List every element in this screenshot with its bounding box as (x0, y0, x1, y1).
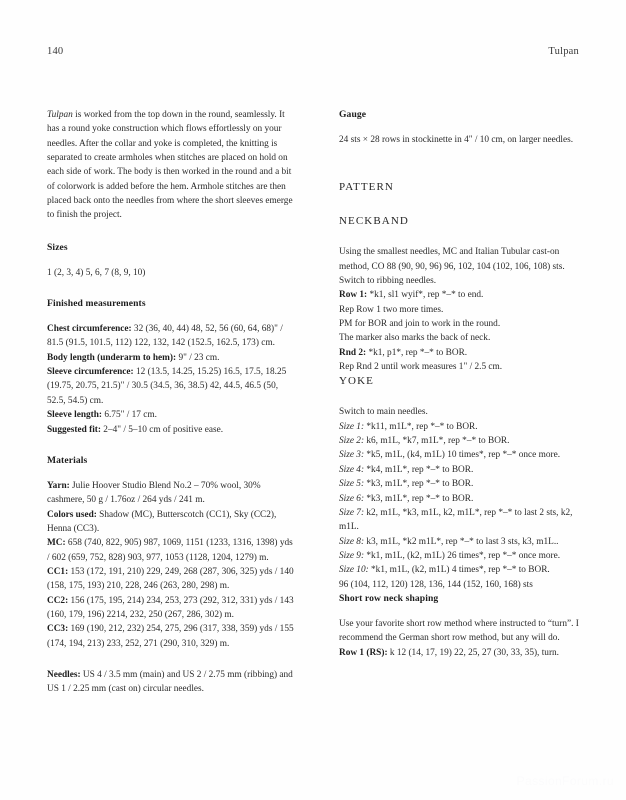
measurement-item (47, 408, 295, 422)
size-value: *k11, m1L*, rep *–* to BOR. (364, 421, 478, 432)
measurement-item (47, 423, 295, 437)
material-item (47, 622, 295, 651)
yoke-size-line (339, 563, 589, 577)
neckband-instructions (339, 245, 589, 374)
short-row-body: Use your favorite short row method where instructed to “turn”. I recommend the German short row method, but any will do. (339, 618, 579, 644)
yoke-size-line (339, 434, 589, 448)
yoke-stitch-count: 96 (104, 112, 120) 128, 136, 144 (152, 160, 168) sts (339, 579, 533, 590)
size-label: Size 2: (339, 436, 365, 447)
material-value: Julie Hoover Studio Blend No.2 – 70% wool, 30% cashmere, 50 g / 1.76oz / 264 yds / 241 m. (47, 480, 261, 506)
yoke-size-line (339, 492, 589, 506)
size-value: *k4, m1L*, rep *–* to BOR. (364, 464, 474, 475)
running-head (47, 46, 579, 62)
size-value: k3, m1L, *k2 m1L*, rep *–* to last 3 sts, k3, m1L.. (364, 536, 559, 547)
two-column-body (47, 108, 584, 760)
size-label: Size 10: (339, 565, 369, 576)
material-label: CC3: (47, 624, 69, 635)
yoke-size-line (339, 549, 589, 563)
material-label: CC1: (47, 566, 69, 577)
measurement-item (47, 322, 295, 351)
yoke-size-line (339, 448, 589, 462)
material-label: MC: (47, 538, 66, 549)
needles-label: Needles: (47, 669, 81, 680)
material-item (47, 536, 295, 565)
gauge-heading: Gauge (339, 109, 367, 120)
size-label: Size 7: (339, 507, 365, 518)
pattern-heading: PATTERN (339, 181, 394, 194)
sizes-value: 1 (2, 3, 4) 5, 6, 7 (8, 9, 10) (47, 267, 146, 278)
neckband-line: Switch to ribbing needles. (339, 276, 437, 287)
watermark: PassionForum.ru (516, 774, 614, 788)
measurement-label: Body length (underarm to hem): (47, 352, 177, 363)
material-item (47, 565, 295, 594)
material-value: 658 (740, 822, 905) 987, 1069, 1151 (1233, 1316, 1398) yds / 602 (659, 752, 828) 903, 977, 1053 (1128, 1204, 1279) m. (47, 538, 293, 563)
size-label: Size 1: (339, 421, 365, 432)
gauge-body: 24 sts × 28 rows in stockinette in 4" / 10 cm, on larger needles. (339, 135, 574, 145)
measurement-label: Sleeve length: (47, 410, 102, 421)
yoke-intro: Switch to main needles. (339, 407, 428, 418)
measurement-item (47, 365, 295, 408)
neckband-heading: NECKBAND (339, 215, 409, 228)
material-label: Colors used: (47, 509, 97, 520)
yoke-instructions (339, 405, 589, 591)
short-row-row-1 (339, 646, 589, 660)
row-value: k 12 (14, 17, 19) 22, 25, 27 (30, 33, 35), turn. (387, 647, 560, 658)
measurement-value: 2–4" / 5–10 cm of positive ease. (100, 424, 224, 435)
size-label: Size 8: (339, 536, 365, 547)
neckband-line: PM for BOR and join to work in the round. (339, 319, 501, 330)
measurement-label: Sleeve circumference: (47, 367, 134, 378)
neckband-row-1-repeat: Rep Row 1 two more times. (339, 304, 444, 315)
material-label: Yarn: (47, 480, 70, 491)
size-label: Size 3: (339, 450, 365, 461)
material-value: 153 (172, 191, 210) 229, 249, 268 (287, 306, 325) yds / 140 (158, 175, 193) 210, 228, 246 (263, 280, 298) m. (47, 566, 294, 592)
size-label: Size 5: (339, 479, 365, 490)
left-column (47, 108, 295, 760)
yoke-heading: YOKE (339, 375, 374, 388)
material-label: CC2: (47, 595, 69, 606)
materials-heading: Materials (47, 454, 88, 466)
intro-body: is worked from the top down in the round, seamlessly. It has a round yoke construction which flows effortlessly on your needles. After the collar and yoke is completed, the knitting is separated to create armholes when stitches are placed on hold on each side of work. The body is then worked in the round and a bit of colorwork is added before the hem. Armhole stitches are then placed back onto the needles from where the short sleeves emerge to finish the project. (47, 110, 293, 221)
right-column (339, 108, 589, 760)
measurement-value: 6.75" / 17 cm. (102, 410, 157, 421)
neckband-row-1 (339, 288, 589, 302)
material-item (47, 479, 295, 508)
needles-value: US 4 / 3.5 mm (main) and US 2 / 2.75 mm (ribbing) and US 1 / 2.25 mm (cast on) circular needles. (47, 669, 293, 695)
intro-italic-lead: Tulpan (47, 110, 73, 120)
measurement-value: 9" / 23 cm. (176, 352, 220, 363)
measurement-label: Suggested fit: (47, 424, 101, 435)
measurement-item (47, 351, 295, 365)
running-title: Tulpan (548, 46, 579, 57)
materials-list (47, 479, 295, 651)
size-value: *k3, m1L*, rep *–* to BOR. (364, 493, 474, 504)
row-label: Row 1: (339, 290, 368, 301)
material-value: 169 (190, 212, 232) 254, 275, 296 (317, 338, 359) yds / 155 (174, 194, 213) 233, 252, 271 (290, 310, 329) m. (47, 624, 294, 649)
yoke-size-line (339, 420, 589, 434)
material-value: Shadow (MC), Butterscotch (CC1), Sky (CC2), Henna (CC3). (47, 509, 277, 534)
measurement-value: 32 (36, 40, 44) 48, 52, 56 (60, 64, 68)" / 81.5 (91.5, 101.5, 112) 122, 132, 142 (152.5, 162.5, 173) cm. (47, 324, 283, 349)
size-value: k6, m1L, *k7, m1L*, rep *–* to BOR. (364, 436, 510, 447)
size-value: *k3, m1L*, rep *–* to BOR. (364, 479, 474, 490)
size-value: *k1, m1L, (k2, m1L) 4 times*, rep *–* to BOR. (368, 565, 550, 576)
material-item (47, 594, 295, 623)
finished-measurements-list (47, 322, 295, 437)
neckband-rnd-2 (339, 346, 589, 360)
rnd-label: Rnd 2: (339, 347, 367, 358)
material-item (47, 508, 295, 537)
rnd-value: *k1, p1*, rep *–* to BOR. (366, 347, 468, 358)
yoke-size-line (339, 535, 589, 549)
needles-item (47, 668, 295, 697)
size-value: *k1, m1L, (k2, m1L) 26 times*, rep *–* once more. (364, 550, 561, 561)
size-label: Size 6: (339, 493, 365, 504)
row-label: Row 1 (RS): (339, 647, 388, 658)
size-value: k2, m1L, *k3, m1L, k2, m1L*, rep *–* to last 2 sts, k2, m1L. (339, 507, 573, 533)
short-row-instructions (339, 617, 589, 660)
measurement-label: Chest circumference: (47, 324, 132, 335)
short-row-heading: Short row neck shaping (339, 592, 439, 604)
yoke-size-line (339, 506, 589, 535)
size-value: *k5, m1L, (k4, m1L) 10 times*, rep *–* once more. (364, 450, 561, 461)
row-value: *k1, sl1 wyif*, rep *–* to end. (367, 290, 484, 301)
yoke-size-line (339, 477, 589, 491)
yoke-size-line (339, 463, 589, 477)
finished-measurements-heading: Finished measurements (47, 298, 146, 310)
neckband-rnd-2-repeat: Rep Rnd 2 until work measures 1" / 2.5 cm. (339, 362, 503, 373)
size-label: Size 9: (339, 550, 365, 561)
neckband-line: Using the smallest needles, MC and Italian Tubular cast-on method, CO 88 (90, 90, 96) 96, 102, 104 (102, 106, 108) sts. (339, 247, 565, 272)
page-number: 140 (47, 46, 64, 57)
intro-paragraph (47, 108, 295, 223)
sizes-heading: Sizes (47, 241, 68, 253)
size-label: Size 4: (339, 464, 365, 475)
measurement-value: 12 (13.5, 14.25, 15.25) 16.5, 17.5, 18.25 (19.75, 20.75, 21.5)" / 30.5 (34.5, 36, 38.5) 42, 44.5, 46.5 (50, 52.5, 54.5) cm. (47, 367, 287, 406)
neckband-line: The marker also marks the back of neck. (339, 333, 491, 344)
material-value: 156 (175, 195, 214) 234, 253, 273 (292, 312, 331) yds / 143 (160, 179, 196) 2214, 232, 250 (267, 286, 302) m. (47, 595, 294, 620)
